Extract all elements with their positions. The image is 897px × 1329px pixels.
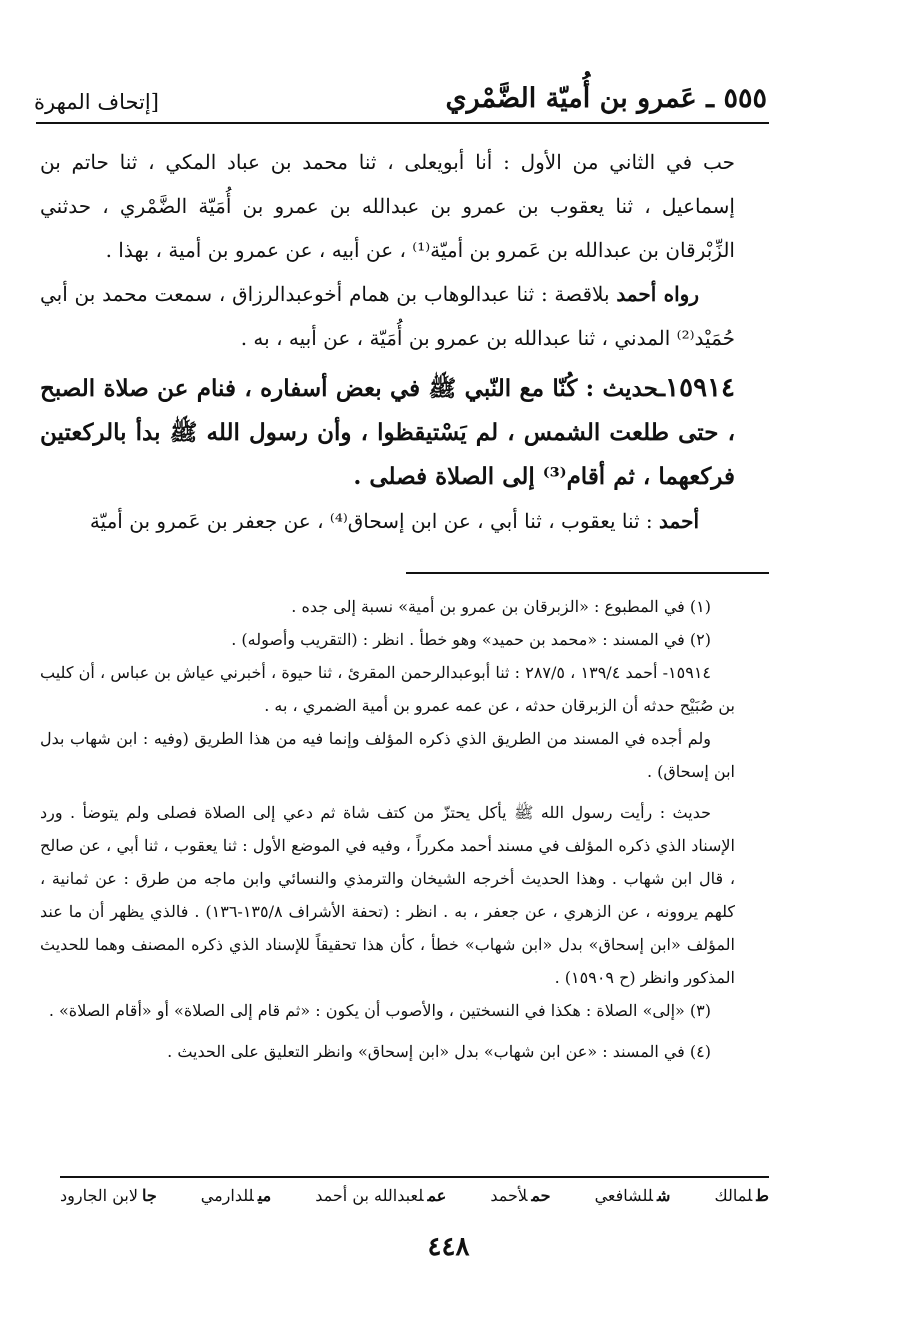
- abbrev-jarud: جالابن الجارود: [60, 1186, 157, 1205]
- isnad-label: أحمد: [659, 509, 699, 533]
- chain-paragraph: حب في الثاني من الأول : أنا أبويعلى ، ثنا محمد بن عباد المكي ، ثنا حاتم بن إسماعيل ، ثنا يعقوب بن عمرو بن عبدالله بن عمرو بن أُمَيّة الضَّمْري ، حدثني الزِّبْرقان بن عبدالله بن عَمرو بن أميّة⁽¹⁾ ، عن أبيه ، عن عمرو بن أمية ، بهذا .: [40, 150, 735, 262]
- footnote-2: (٢) في المسند : «محمد بن حميد» وهو خطأ . انظر : (التقريب وأصوله) .: [231, 630, 711, 649]
- abbreviation-rule: [60, 1176, 769, 1178]
- hadith-note-sources: ١٥٩١٤- أحمد ١٣٩/٤ ، ٢٨٧/٥ : ثنا أبوعبدالرحمن المقرئ ، ثنا حيوة ، أخبرني عياش بن عباس ، أن كليب بن صُبَيْح حدثه أن الزبرقان حدثه ، عن عمه عمرو بن أمية الضمري ، به .: [40, 663, 735, 715]
- narration-paragraph: [40, 272, 735, 360]
- isnad-text: : ثنا يعقوب ، ثنا أبي ، عن ابن إسحاق⁽⁴⁾ ، عن جعفر بن عَمرو بن أميّة: [89, 509, 653, 533]
- abbrev-shafii: شللشافعي: [594, 1186, 671, 1205]
- header-rule: [36, 122, 769, 124]
- hadith-paragraph: [40, 366, 735, 499]
- footnotes: [40, 590, 735, 1068]
- hadith-number: ١٥٩١٤: [665, 373, 735, 403]
- footnote-1: (١) في المطبوع : «الزبرقان بن عمرو بن أمية» نسبة إلى جده .: [291, 597, 711, 616]
- hadith-note-analysis: حديث : رأيت رسول الله ﷺ يأكل يحتزّ من كتف شاة ثم دعي إلى الصلاة فصلى ولم يتوضأ . ورد الإسناد الذي ذكره المؤلف في مسند أحمد مكرراً ، وفيه في الموضع الأول : ثنا يعقوب ، ثنا أبي ، عن صالح ، قال ابن شهاب . وهذا الحديث أخرجه الشيخان والترمذي والنسائي وابن ماجه من طرق : عن ثمانية ، كلهم يروونه ، عن الزهري ، عن جعفر ، به . انظر : (تحفة الأشراف ١٣٥/٨-١٣٦) . فالذي يظهر أن ما عند المؤلف «ابن إسحاق» بدل «ابن شهاب» خطأ ، كأن هذا تحقيقاً للإسناد الذي ذكره المصنف وهما للحديث المذكور وانظر (ح ١٥٩٠٩) .: [40, 803, 736, 987]
- abbrev-abdullah: عملعبدالله بن أحمد: [315, 1186, 447, 1205]
- chapter-title: ٥٥٥ ـ عَمرو بن أُميّة الضَّمْري: [445, 83, 767, 114]
- footnote-rule: [406, 572, 769, 574]
- abbrev-ahmad: حملأحمد: [490, 1186, 551, 1205]
- hadith-text: ـحديث : كُنّا مع النّبي ﷺ في بعض أسفاره ، فنام عن صلاة الصبح ، حتى طلعت الشمس ، لم يَسْتيقظوا ، وأن رسول الله ﷺ بدأ بالركعتين فركعهما ، ثم أقام⁽³⁾ إلى الصلاة فصلى .: [40, 375, 735, 490]
- page-header: [34, 68, 767, 114]
- main-text: [40, 140, 735, 543]
- isnad-paragraph: [40, 499, 735, 543]
- book-title: [إتحاف المهرة: [34, 90, 159, 114]
- footnote-3: (٣) «إلى» الصلاة : هكذا في النسختين ، والأصوب أن يكون : «ثم قام إلى الصلاة» أو «أقام الصلاة» .: [48, 1001, 711, 1020]
- abbreviation-key: [60, 1186, 769, 1205]
- narration-text: بلاقصة : ثنا عبدالوهاب بن همام أخوعبدالرزاق ، سمعت محمد بن أبي حُمَيْد⁽²⁾ المدني ، ثنا عبدالله بن عمرو بن أُمَيّة ، عن أبيه ، به .: [40, 282, 735, 350]
- abbrev-darimi: ميللدارمي: [200, 1186, 272, 1205]
- page-number: ٤٤٨: [427, 1232, 470, 1262]
- narration-label: رواه أحمد: [616, 282, 699, 306]
- abbrev-malik: طلمالك: [714, 1186, 769, 1205]
- footnote-4: (٤) في المسند : «عن ابن شهاب» بدل «ابن إسحاق» وانظر التعليق على الحديث .: [167, 1042, 711, 1061]
- hadith-note-comment: ولم أجده في المسند من الطريق الذي ذكره المؤلف وإنما فيه من هذا الطريق (وفيه : ابن شهاب بدل ابن إسحاق) .: [40, 729, 735, 781]
